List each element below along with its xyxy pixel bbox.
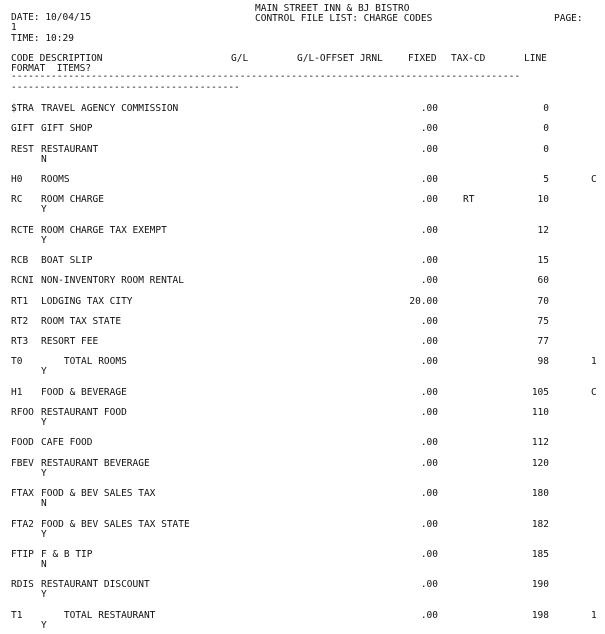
row-description: TRAVEL AGENCY COMMISSION [41, 103, 179, 114]
row-code: RFOO [11, 407, 34, 418]
row-code: FOOD [11, 437, 34, 448]
row-fixed-amount: .00 [420, 519, 438, 530]
row-code: T1 [11, 610, 23, 621]
row-code: RDIS [11, 579, 34, 590]
row-fixed-amount: .00 [420, 437, 438, 448]
row-items-flag: Y [41, 204, 47, 215]
row-line-number: 120 [531, 458, 549, 469]
row-description: BOAT SLIP [41, 255, 93, 266]
row-items-flag: N [41, 154, 47, 165]
row-fixed-amount: .00 [420, 123, 438, 134]
row-fixed-amount: .00 [420, 275, 438, 286]
report-title: MAIN STREET INN & BJ BISTRO [255, 3, 410, 14]
row-fixed-amount: 20.00 [409, 296, 438, 307]
row-line-number: 180 [531, 488, 549, 499]
report-date: DATE: 10/04/15 [11, 12, 92, 23]
row-fixed-amount: .00 [420, 336, 438, 347]
row-line-number: 98 [537, 356, 549, 367]
row-description: ROOM CHARGE TAX EXEMPT [41, 225, 167, 236]
col-tax-cd: TAX-CD [451, 53, 486, 64]
col-line: LINE [524, 53, 547, 64]
row-fixed-amount: .00 [420, 194, 438, 205]
row-description: TOTAL ROOMS [41, 356, 127, 367]
report-time: TIME: 10:29 [11, 33, 74, 44]
row-description: FOOD & BEV SALES TAX [41, 488, 156, 499]
col-fixed: FIXED [408, 53, 437, 64]
row-format: C [591, 387, 597, 398]
row-items-flag: Y [41, 366, 47, 377]
row-code: RCNI [11, 275, 34, 286]
row-line-number: 5 [543, 174, 549, 185]
row-items-flag: N [41, 559, 47, 570]
row-description: TOTAL RESTAURANT [41, 610, 156, 621]
row-code: FBEV [11, 458, 34, 469]
row-code: RCB [11, 255, 29, 266]
row-fixed-amount: .00 [420, 144, 438, 155]
row-code: RT2 [11, 316, 29, 327]
row-description: CAFE FOOD [41, 437, 93, 448]
separator-line: ----------------------------------------------------------------------------------------- [11, 73, 521, 81]
row-description: NON-INVENTORY ROOM RENTAL [41, 275, 184, 286]
row-fixed-amount: .00 [420, 174, 438, 185]
row-description: FOOD & BEVERAGE [41, 387, 127, 398]
col-code-description: CODE DESCRIPTION [11, 53, 103, 64]
row-line-number: 75 [537, 316, 549, 327]
row-code: REST [11, 144, 34, 155]
row-format: 1 [591, 356, 597, 367]
row-items-flag: Y [41, 417, 47, 428]
row-line-number: 182 [531, 519, 549, 530]
row-line-number: 190 [531, 579, 549, 590]
row-description: FOOD & BEV SALES TAX STATE [41, 519, 190, 530]
page-number: 1 [11, 22, 17, 33]
row-fixed-amount: .00 [420, 356, 438, 367]
row-description: RESTAURANT [41, 144, 99, 155]
row-description: F & B TIP [41, 549, 93, 560]
row-line-number: 0 [543, 123, 549, 134]
row-code: RT1 [11, 296, 29, 307]
row-description: GIFT SHOP [41, 123, 93, 134]
row-tax-code: RT [463, 194, 475, 205]
row-code: $TRA [11, 103, 34, 114]
separator-line-2: ---------------------------------------- [11, 84, 240, 92]
row-code: H1 [11, 387, 23, 398]
row-line-number: 10 [537, 194, 549, 205]
row-line-number: 110 [531, 407, 549, 418]
row-fixed-amount: .00 [420, 316, 438, 327]
row-fixed-amount: .00 [420, 255, 438, 266]
row-description: RESTAURANT BEVERAGE [41, 458, 150, 469]
row-items-flag: Y [41, 468, 47, 479]
row-fixed-amount: .00 [420, 458, 438, 469]
row-items-flag: Y [41, 529, 47, 540]
row-fixed-amount: .00 [420, 225, 438, 236]
row-code: GIFT [11, 123, 34, 134]
row-items-flag: Y [41, 235, 47, 246]
row-code: T0 [11, 356, 23, 367]
row-items-flag: Y [41, 620, 47, 631]
row-code: RC [11, 194, 23, 205]
col-format-items: FORMAT ITEMS? [11, 63, 92, 74]
row-code: FTA2 [11, 519, 34, 530]
row-fixed-amount: .00 [420, 387, 438, 398]
row-line-number: 185 [531, 549, 549, 560]
row-line-number: 112 [531, 437, 549, 448]
row-code: H0 [11, 174, 23, 185]
row-code: RT3 [11, 336, 29, 347]
col-gl-offset-jrnl: G/L-OFFSET JRNL [297, 53, 383, 64]
row-fixed-amount: .00 [420, 549, 438, 560]
row-fixed-amount: .00 [420, 488, 438, 499]
row-line-number: 0 [543, 103, 549, 114]
row-description: ROOM TAX STATE [41, 316, 122, 327]
row-description: LODGING TAX CITY [41, 296, 133, 307]
row-code: RCTE [11, 225, 34, 236]
row-code: FTIP [11, 549, 34, 560]
row-items-flag: N [41, 498, 47, 509]
row-line-number: 77 [537, 336, 549, 347]
row-fixed-amount: .00 [420, 103, 438, 114]
row-line-number: 60 [537, 275, 549, 286]
row-fixed-amount: .00 [420, 610, 438, 621]
row-format: C [591, 174, 597, 185]
row-description: RESORT FEE [41, 336, 99, 347]
row-fixed-amount: .00 [420, 407, 438, 418]
row-line-number: 70 [537, 296, 549, 307]
row-description: ROOMS [41, 174, 70, 185]
row-line-number: 198 [531, 610, 549, 621]
row-fixed-amount: .00 [420, 579, 438, 590]
report-subtitle: CONTROL FILE LIST: CHARGE CODES [255, 13, 433, 24]
row-format: 1 [591, 610, 597, 621]
col-gl: G/L [231, 53, 249, 64]
row-description: ROOM CHARGE [41, 194, 104, 205]
row-items-flag: Y [41, 589, 47, 600]
row-line-number: 0 [543, 144, 549, 155]
row-line-number: 105 [531, 387, 549, 398]
row-description: RESTAURANT DISCOUNT [41, 579, 150, 590]
row-description: RESTAURANT FOOD [41, 407, 127, 418]
row-line-number: 15 [537, 255, 549, 266]
page-label: PAGE: [554, 13, 583, 24]
row-code: FTAX [11, 488, 34, 499]
row-line-number: 12 [537, 225, 549, 236]
